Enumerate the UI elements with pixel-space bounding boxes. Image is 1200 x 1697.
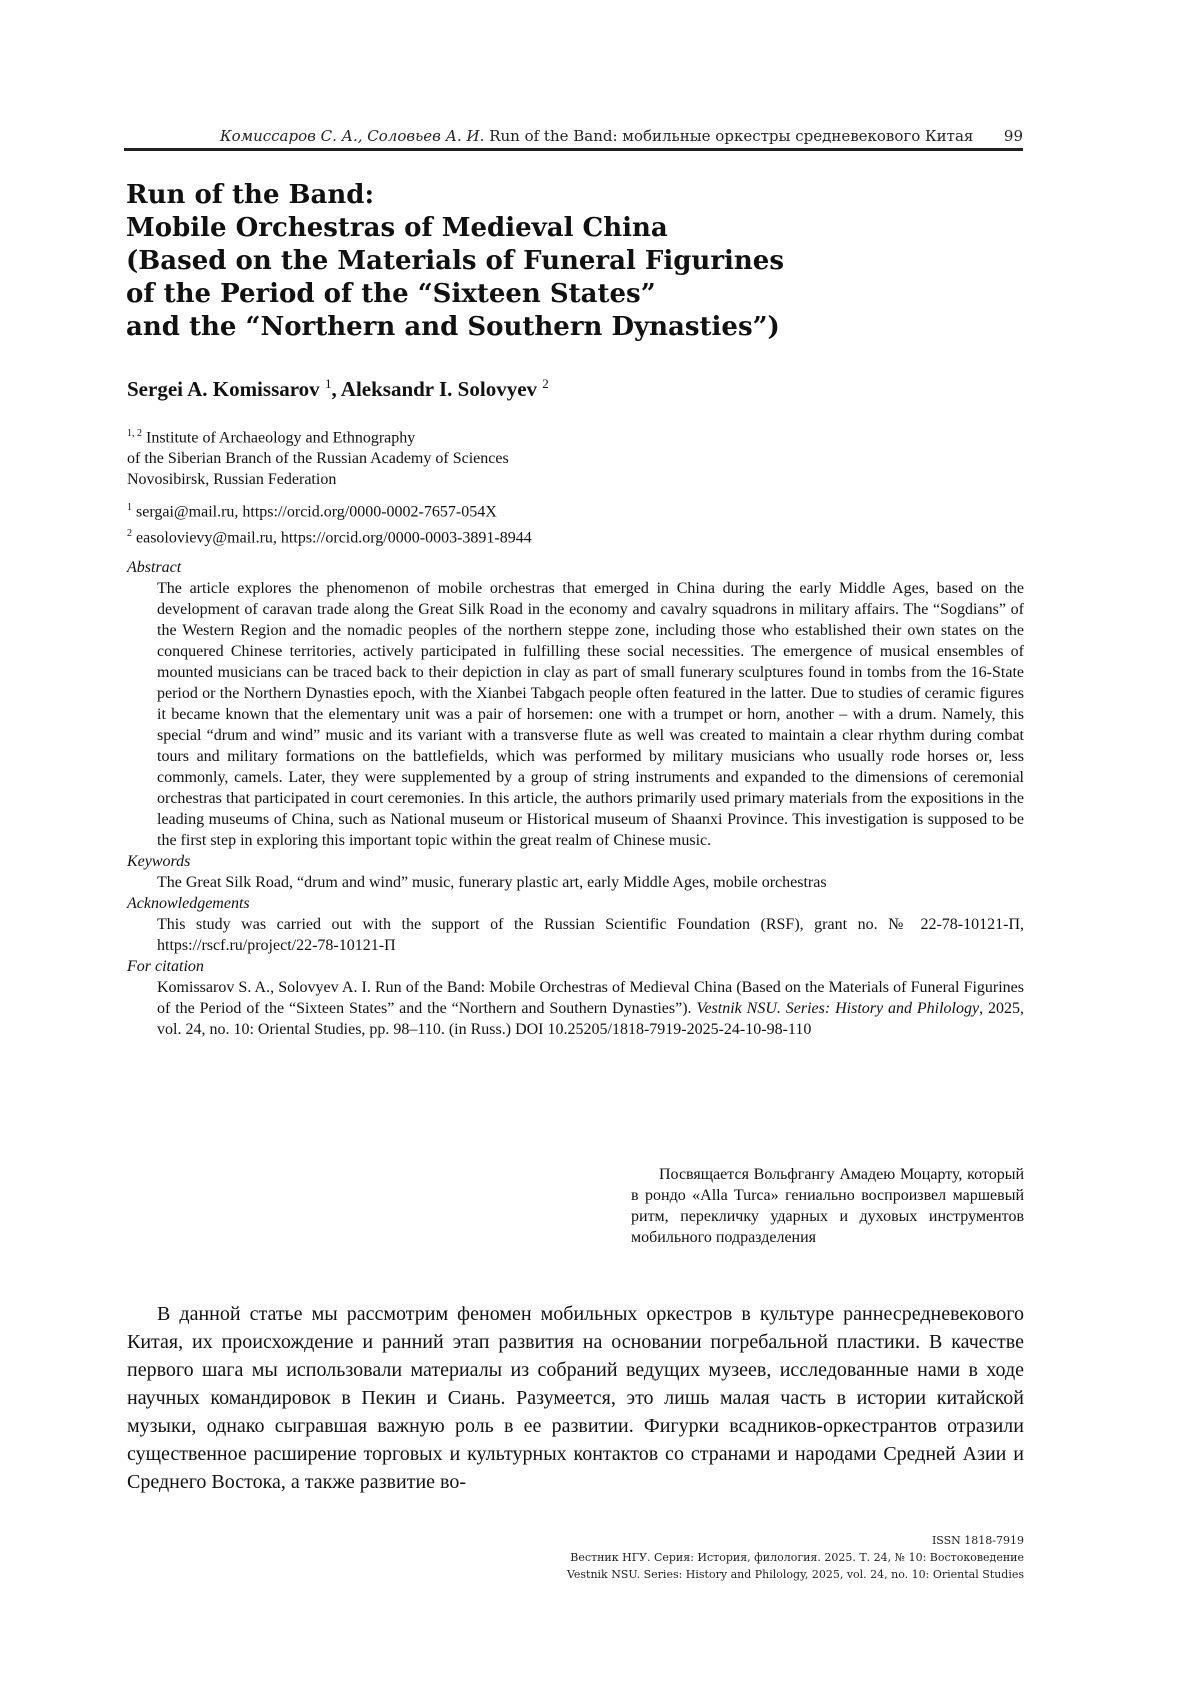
affiliation-line	[127, 423, 927, 448]
abstract-label: Abstract	[127, 559, 182, 576]
affiliation-line: Novosibirsk, Russian Federation	[127, 471, 337, 489]
title-line: (Based on the Materials of Funeral Figurines	[126, 246, 784, 276]
contact-sup: 1	[127, 502, 132, 514]
author-name: Aleksandr I. Solovyev	[340, 377, 538, 401]
contact-text: sergai@mail.ru, https://orcid.org/0000-0002-7657-054X	[136, 503, 497, 521]
contact-sup: 2	[127, 527, 132, 539]
epigraph: Посвящается Вольфгангу Амадею Моцарту, который в рондо «Alla Turca» гениально воспроизвел маршевый ритм, перекличку ударных и духовых инструментов мобильного подразделения	[631, 1166, 1024, 1246]
main-text-paragraph: В данной статье мы рассмотрим феномен мобильных оркестров в культуре раннесредневекового Китая, их происхождение и ранний этап развития на основании погребальной пластики. В качестве первого шага мы использовали материалы из собраний ведущих музеев, исследованные нами в ходе научных командировок в Пекин и Сиань. Разумеется, это лишь малая часть в истории китайской музыки, однако сыгравшая важную роль в ее развитии. Фигурки всадников-оркестрантов отразили существенное расширение торговых и культурных контактов со странами и народами Средней Азии и Среднего Востока, а также развитие во-	[127, 1303, 1024, 1493]
affiliation-block	[127, 423, 927, 548]
title-line: and the “Northern and Southern Dynasties”)	[126, 312, 780, 342]
author-line: Sergei A. Komissarov $^1$, Aleksandr I. Solovyev $^2$	[127, 376, 549, 401]
citation-after: , 2025, vol. 24, no. 10: Oriental Studies, pp. 98–110. (in Russ.) DOI 10.25205/1818-7919-2025-24-10-98-110	[157, 1000, 1025, 1038]
title-line: Run of the Band:	[126, 180, 375, 210]
abstract-text: The article explores the phenomenon of mobile orchestras that emerged in China during the early Middle Ages, based on the development of caravan trade along the Great Silk Road in the economy and cavalry squadrons in military affairs. The “Sogdians” of the Western Region and the nomadic peoples of the northern steppe zone, including those who established their own states on the conquered Chinese territories, actively participated in fulfilling these social necessities. The emergence of musical ensembles of mounted musicians can be traced back to their depiction in clay as part of small funerary sculptures found in tombs from the 16-State period or the Northern Dynasties epoch, with the Xianbei Tabgach people often featured in the latter. Due to studies of ceramic figures it became known that the elementary unit was a pair of horsemen: one with a trumpet or horn, another – with a drum. Namely, this special “drum and wind” music and its variant with a transverse flute as well was created to maintain a clear rhythm during combat tours and military formations on the battlefields, which was performed by military musicians who usually rode horses or, less commonly, camels. Later, they were supplemented by a group of string instruments and expanded to the dimensions of ceremonial orchestras that participated in court ceremonies. In this article, the authors primarily used primary materials from the expositions in the leading museums of China, such as National museum or Historical museum of Shaanxi Province. This investigation is supposed to be the first step in exploring this important topic within the great realm of Chinese music.	[157, 580, 1024, 849]
article-title	[126, 179, 926, 344]
running-header-authors: Комиссаров С. А., Соловьев А. И.	[220, 127, 485, 145]
author-name: Sergei A. Komissarov	[127, 377, 320, 401]
article-metadata	[127, 557, 1024, 1040]
citation-label: For citation	[127, 958, 204, 975]
footer-line-en: Vestnik NSU. Series: History and Philology, 2025, vol. 24, no. 10: Oriental Studies	[566, 1568, 1024, 1581]
contact-line	[127, 523, 927, 548]
contact-line	[127, 497, 927, 522]
contact-text: easolovievy@mail.ru, https://orcid.org/0000-0003-3891-8944	[136, 528, 532, 546]
acknowledgements-label: Acknowledgements	[127, 895, 250, 912]
running-header	[124, 124, 1023, 148]
running-header-text	[220, 127, 973, 145]
title-line: Mobile Orchestras of Medieval China	[126, 213, 668, 243]
running-header-title: Run of the Band: мобильные оркестры средневекового Китая	[489, 127, 974, 145]
page-number: 99	[1003, 127, 1023, 145]
affiliation-sup: 1, 2	[127, 428, 142, 439]
author-sup: 1	[324, 376, 332, 391]
citation-text	[157, 977, 1024, 1040]
keywords-label: Keywords	[127, 853, 191, 870]
keywords-text: The Great Silk Road, “drum and wind” music, funerary plastic art, early Middle Ages, mobile orchestras	[157, 874, 827, 891]
title-line: of the Period of the “Sixteen States”	[126, 279, 656, 309]
footer-line-ru: Вестник НГУ. Серия: История, филология. 2025. Т. 24, № 10: Востоковедение	[570, 1551, 1024, 1564]
affiliation-line: of the Siberian Branch of the Russian Academy of Sciences	[127, 450, 509, 468]
citation-journal: Vestnik NSU. Series: History and Philology	[696, 1000, 980, 1017]
journal-footer	[567, 1532, 1024, 1583]
author-sup: 2	[542, 376, 549, 391]
footer-issn: ISSN 1818-7919	[931, 1534, 1024, 1547]
citation-before: Komissarov S. A., Solovyev A. I. Run of the Band: Mobile Orchestras of Medieval China (Based on the Materials of Funeral Figurines of the Period of the “Sixteen States” and the “Northern and Southern Dynasties”).	[157, 979, 1024, 1017]
affiliation-institute: Institute of Archaeology and Ethnography	[146, 429, 416, 447]
acknowledgements-text: This study was carried out with the support of the Russian Scientific Foundation (RSF), grant no. № 22-78-10121-П, https://rscf.ru/project/22-78-10121-П	[157, 916, 1024, 954]
header-rule	[124, 148, 1023, 151]
